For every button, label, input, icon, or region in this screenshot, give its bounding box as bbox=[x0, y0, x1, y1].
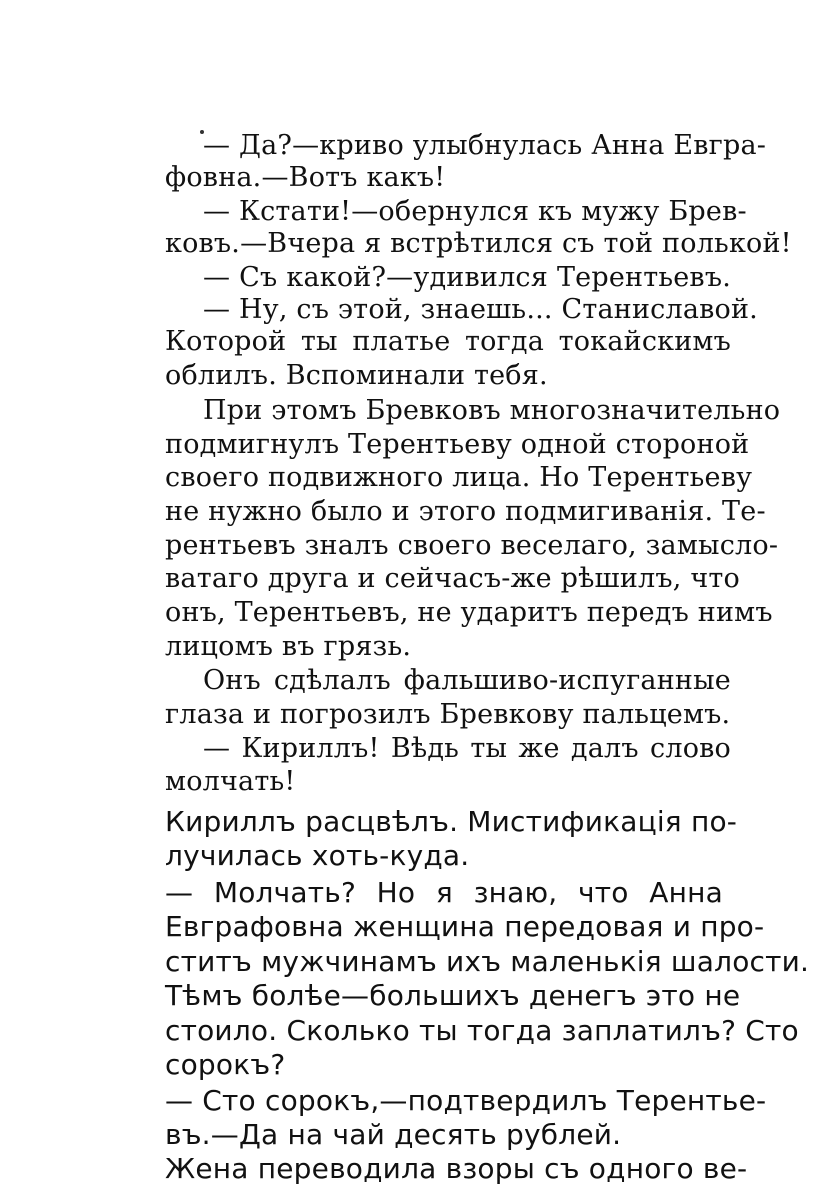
text-line: фовна.—Вотъ какъ! bbox=[165, 162, 446, 193]
text-line: Кириллъ расцвѣлъ. Мистификація по- bbox=[165, 805, 738, 838]
text-line: сорокъ? bbox=[165, 1048, 286, 1081]
text-line: лучилась хоть-куда. bbox=[165, 839, 470, 872]
text-line: онъ, Терентьевъ, не ударитъ передъ нимъ bbox=[165, 597, 773, 628]
text-line: Онъ сдѣлалъ фальшиво-испуганные bbox=[203, 665, 731, 696]
text-line: Тѣмъ болѣе—большихъ денегъ это не bbox=[165, 979, 741, 1012]
text-line: Жена переводила взоры съ одного ве- bbox=[165, 1152, 748, 1185]
text-line: ковъ.—Вчера я встрѣтился съ той полькой! bbox=[165, 228, 792, 259]
text-line: При этомъ Бревковъ многозначительно bbox=[203, 395, 781, 426]
text-line: — Да?—криво улыбнулась Анна Евгра- bbox=[203, 130, 767, 161]
text-line: молчать! bbox=[165, 766, 296, 797]
text-line: — Молчать? Но я знаю, что Анна bbox=[165, 876, 723, 909]
text-line: подмигнулъ Терентьеву одной стороной bbox=[165, 429, 750, 460]
text-line: глаза и погрозилъ Бревкову пальцемъ. bbox=[165, 699, 731, 730]
text-line: стоило. Сколько ты тогда заплатилъ? Сто bbox=[165, 1014, 799, 1047]
text-line: лицомъ въ грязь. bbox=[165, 631, 412, 662]
text-line: ватаго друга и сейчасъ-же рѣшилъ, что bbox=[165, 563, 740, 594]
text-line: ститъ мужчинамъ ихъ маленькія шалости. bbox=[165, 945, 810, 978]
text-line: Которой ты платье тогда токайскимъ bbox=[165, 326, 731, 357]
text-line: въ.—Да на чай десять рублей. bbox=[165, 1118, 622, 1151]
text-line: — Кириллъ! Вѣдь ты же далъ слово bbox=[203, 733, 731, 764]
text-line: — Сто сорокъ,—подтвердилъ Терентье- bbox=[165, 1084, 767, 1117]
text-line: Евграфовна женщина передовая и про- bbox=[165, 910, 765, 943]
text-line: рентьевъ зналъ своего веселаго, замысло- bbox=[165, 530, 779, 561]
text-line: не нужно было и этого подмигиванія. Те- bbox=[165, 496, 766, 527]
text-line: своего подвижного лица. Но Терентьеву bbox=[165, 462, 753, 493]
text-line: — Кстати!—обернулся къ мужу Брев- bbox=[203, 196, 747, 227]
text-line: — Ну, съ этой, знаешь... Станиславой. bbox=[203, 294, 758, 325]
text-line: облилъ. Вспоминали тебя. bbox=[165, 360, 548, 391]
text-line: — Съ какой?—удивился Терентьевъ. bbox=[203, 262, 731, 293]
